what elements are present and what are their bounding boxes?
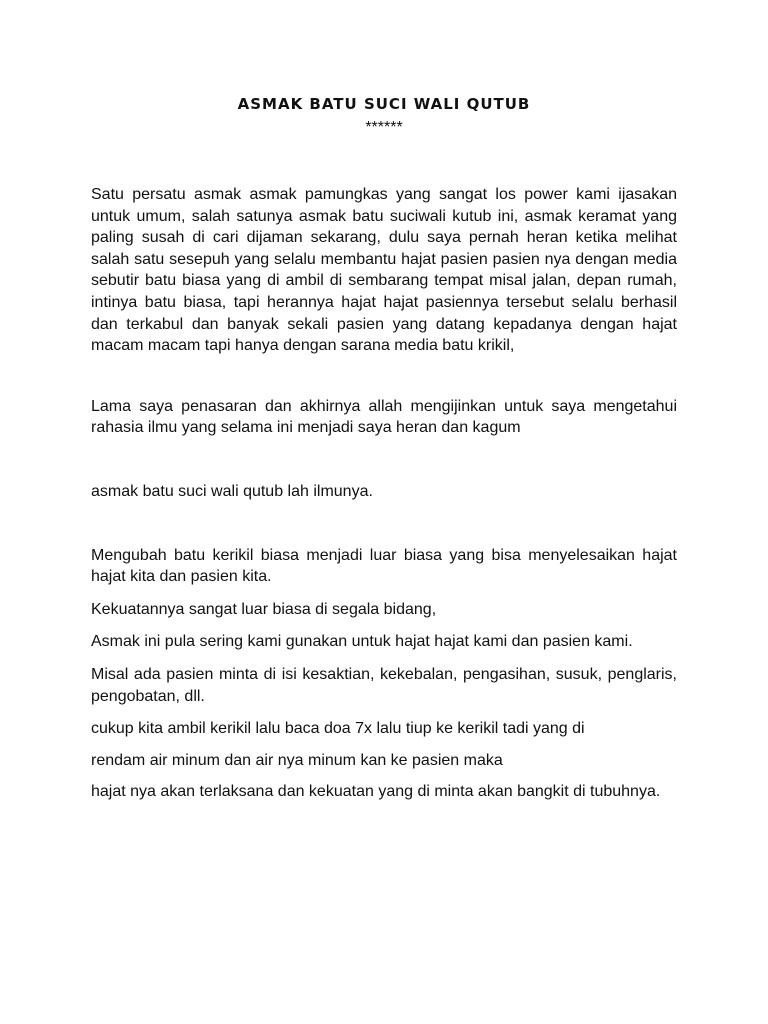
paragraph-knowledge-name: asmak batu suci wali qutub lah ilmunya.: [91, 482, 373, 500]
paragraph-transform: Mengubah batu kerikil biasa menjadi luar biasa yang bisa menyelesaikan hajat hajat kita dan pasien kita.: [91, 546, 677, 586]
title-separator: ******: [365, 119, 403, 136]
paragraph-power: Kekuatannya sangat luar biasa di segala bidang,: [91, 600, 437, 618]
document-title: ASMAK BATU SUCI WALI QUTUB: [237, 95, 531, 113]
paragraph-examples: Misal ada pasien minta di isi kesaktian, kekebalan, pengasihan, susuk, penglaris, pengobatan, dll.: [91, 665, 677, 705]
paragraph-usage: Asmak ini pula sering kami gunakan untuk hajat hajat kami dan pasien kami.: [91, 633, 633, 651]
document-body: [91, 92, 677, 803]
paragraph-curiosity: Lama saya penasaran dan akhirnya allah mengijinkan untuk saya mengetahui rahasia ilmu yang selama ini menjadi saya heran dan kagum: [91, 397, 677, 437]
paragraph-step-2: rendam air minum dan air nya minum kan ke pasien maka: [91, 751, 503, 769]
paragraph-intro: Satu persatu asmak asmak pamungkas yang sangat los power kami ijasakan untuk umum, salah satunya asmak batu suciwali kutub ini, asmak keramat yang paling susah di cari dijaman sekarang, dulu saya pernah heran ketika melihat salah satu sesepuh yang selalu membantu hajat pasien pasien nya dengan media sebutir batu biasa yang di ambil di sembarang tempat misal jalan, depan rumah, intinya batu biasa, tapi herannya hajat hajat pasiennya tersebut selalu berhasil dan terkabul dan banyak sekali pasien yang datang kepadanya dengan hajat macam macam tapi hanya dengan sarana media batu krikil,: [91, 186, 677, 355]
paragraph-result: hajat nya akan terlaksana dan kekuatan yang di minta akan bangkit di tubuhnya.: [91, 783, 661, 801]
paragraph-step-1: cukup kita ambil kerikil lalu baca doa 7x lalu tiup ke kerikil tadi yang di: [91, 720, 585, 738]
